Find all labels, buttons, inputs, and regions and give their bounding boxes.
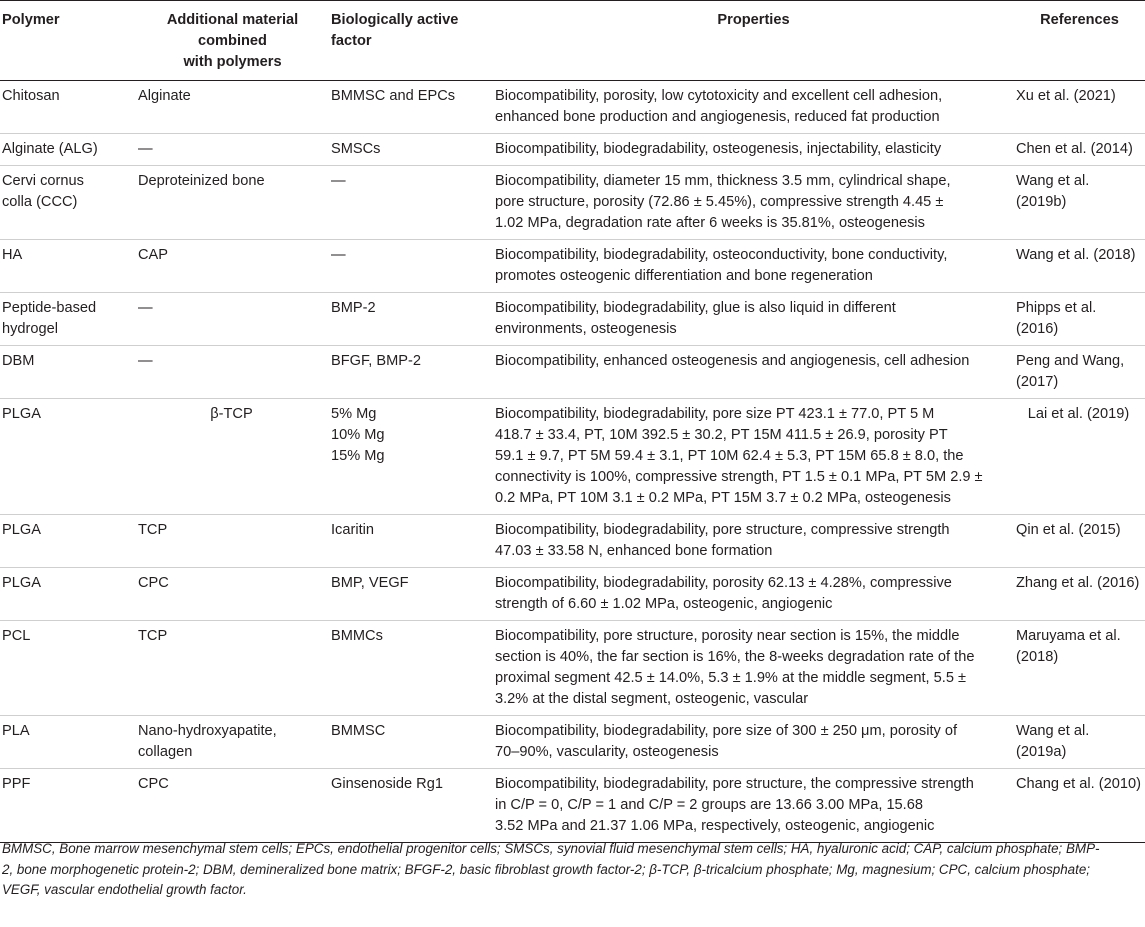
cell-properties-line: proximal segment 42.5 ± 14.0%, 5.3 ± 1.9% at the middle segment, 5.5 ± [495,670,967,686]
table-row [0,166,1145,240]
cell-biological-factor [329,240,493,293]
cell-properties-line: 70–90%, vascularity, osteogenesis [495,744,719,760]
cell-biological-factor-line: Icaritin [331,522,374,538]
footnote-line: BMMSC, Bone marrow mesenchymal stem cells; EPCs, endothelial progenitor cells; SMSCs, synovial fluid mesenchymal stem cells; HA, hyaluronic acid; CAP, calcium phosphate; BMP- [2,841,1100,856]
table-row [0,293,1145,346]
cell-reference-line: Phipps et al. (2016) [1016,300,1097,337]
cell-reference-line: Zhang et al. (2016) [1016,575,1140,591]
cell-properties-line: Biocompatibility, biodegradability, pore structure, compressive strength [495,522,950,538]
cell-reference [1014,293,1145,346]
cell-polymer-line: PLGA [2,522,41,538]
cell-polymer [0,515,136,568]
cell-polymer-line: hydrogel [2,321,58,337]
cell-properties-line: Biocompatibility, enhanced osteogenesis and angiogenesis, cell adhesion [495,353,970,369]
table-body [0,81,1145,843]
cell-polymer-line: Chitosan [2,88,60,104]
cell-properties [493,293,1014,346]
cell-polymer [0,399,136,515]
cell-polymer-line: Alginate (ALG) [2,141,98,157]
cell-biological-factor [329,568,493,621]
cell-reference [1014,134,1145,166]
cell-properties [493,166,1014,240]
cell-additional-material-line: TCP [138,522,168,538]
cell-additional-material-line: CAP [138,247,169,263]
cell-additional-material [136,346,329,399]
cell-reference [1014,716,1145,769]
cell-properties [493,769,1014,843]
cell-additional-material [136,399,329,515]
cell-properties-line: 59.1 ± 9.7, PT 5M 59.4 ± 3.1, PT 10M 62.4 ± 5.3, PT 15M 65.8 ± 8.0, the [495,448,964,464]
cell-additional-material [136,134,329,166]
cell-polymer-line: HA [2,247,23,263]
cell-reference [1014,515,1145,568]
cell-properties [493,81,1014,134]
cell-properties-line: 0.2 MPa, PT 10M 3.1 ± 0.2 MPa, PT 15M 3.7 ± 0.2 MPa, osteogenesis [495,490,951,506]
cell-properties-line: 3.2% at the distal segment, osteogenic, vascular [495,691,809,707]
cell-polymer [0,716,136,769]
footnote-line: VEGF, vascular endothelial growth factor. [2,882,247,897]
cell-additional-material-line: TCP [138,628,168,644]
header-references: References [1014,1,1145,81]
cell-biological-factor-line: Ginsenoside Rg1 [331,776,443,792]
cell-reference-line: Peng and Wang, [1016,353,1125,369]
cell-polymer [0,568,136,621]
cell-reference-line: Chang et al. (2010) [1016,776,1141,792]
cell-biological-factor-line: BMMSC and EPCs [331,88,456,104]
cell-properties-line: Biocompatibility, biodegradability, porosity 62.13 ± 4.28%, compressive [495,575,952,591]
cell-additional-material-line: — [138,141,153,157]
cell-properties-line: connectivity is 100%, compressive strength, PT 1.5 ± 0.1 MPa, PT 5M 2.9 ± [495,469,983,485]
cell-biological-factor [329,716,493,769]
table-footnote [2,839,1142,901]
header-additional-material: Additional material combined with polymers [136,1,329,81]
cell-additional-material-line: Alginate [138,88,191,104]
cell-biological-factor-line: BMMCs [331,628,383,644]
cell-additional-material-line: collagen [138,744,193,760]
cell-biological-factor-line: SMSCs [331,141,381,157]
cell-properties-line: Biocompatibility, diameter 15 mm, thickness 3.5 mm, cylindrical shape, [495,173,951,189]
cell-additional-material [136,515,329,568]
cell-properties-line: Biocompatibility, biodegradability, pore size of 300 ± 250 μm, porosity of [495,723,958,739]
cell-polymer-line: PCL [2,628,31,644]
header-polymer: Polymer [0,1,136,81]
cell-reference-line: Lai et al. (2019) [1027,406,1130,422]
cell-polymer-line: PLGA [2,575,41,591]
cell-biological-factor [329,81,493,134]
cell-properties-line: Biocompatibility, biodegradability, osteoconductivity, bone conductivity, [495,247,948,263]
cell-properties-line: enhanced bone production and angiogenesis, reduced fat production [495,109,940,125]
cell-polymer [0,621,136,716]
cell-additional-material [136,621,329,716]
cell-additional-material-line: β-TCP [210,406,253,422]
table-row [0,716,1145,769]
cell-reference-line: Xu et al. (2021) [1016,88,1116,104]
table-row [0,621,1145,716]
cell-polymer [0,134,136,166]
table-header-row [0,1,1145,81]
cell-reference-line: Chen et al. (2014) [1016,141,1133,157]
cell-additional-material-line: CPC [138,575,169,591]
cell-biological-factor-line: — [331,173,346,189]
cell-properties-line: strength of 6.60 ± 1.02 MPa, osteogenic, angiogenic [495,596,833,612]
cell-reference [1014,240,1145,293]
cell-reference [1014,399,1145,515]
cell-reference-line: Wang et al. (2019b) [1016,173,1090,210]
cell-polymer [0,240,136,293]
table-row [0,346,1145,399]
cell-polymer-line: colla (CCC) [2,194,78,210]
cell-reference [1014,346,1145,399]
cell-biological-factor [329,769,493,843]
cell-properties-line: environments, osteogenesis [495,321,677,337]
cell-reference-line: Wang et al. (2018) [1016,247,1136,263]
cell-biological-factor-line: 15% Mg [331,448,385,464]
cell-properties [493,716,1014,769]
cell-polymer [0,293,136,346]
cell-additional-material [136,769,329,843]
cell-reference-line: (2017) [1016,374,1059,390]
cell-polymer [0,346,136,399]
cell-biological-factor [329,293,493,346]
cell-properties-line: Biocompatibility, biodegradability, pore size PT 423.1 ± 77.0, PT 5 M [495,406,935,422]
cell-additional-material [136,716,329,769]
header-properties: Properties [493,1,1014,81]
cell-properties [493,346,1014,399]
cell-additional-material [136,240,329,293]
cell-polymer-line: Cervi cornus [2,173,84,189]
cell-properties [493,568,1014,621]
cell-polymer [0,769,136,843]
cell-properties [493,515,1014,568]
cell-reference-line: (2018) [1016,649,1059,665]
table-row [0,240,1145,293]
cell-properties [493,134,1014,166]
cell-polymer-line: PLA [2,723,30,739]
header-biological-factor: Biologically active factor [329,1,493,81]
cell-reference [1014,81,1145,134]
cell-biological-factor [329,399,493,515]
cell-properties-line: pore structure, porosity (72.86 ± 5.45%), compressive strength 4.45 ± [495,194,944,210]
table-row [0,134,1145,166]
table-row [0,515,1145,568]
cell-properties-line: Biocompatibility, biodegradability, glue is also liquid in different [495,300,896,316]
cell-biological-factor [329,134,493,166]
footnote-line: 2, bone morphogenetic protein-2; DBM, demineralized bone matrix; BFGF-2, basic fibroblast growth factor-2; β-TCP, β-tricalcium phosphate; Mg, magnesium; CPC, calcium phosphate; [2,861,1091,877]
cell-biological-factor [329,346,493,399]
cell-biological-factor-line: 10% Mg [331,427,385,443]
cell-additional-material-line: — [138,300,153,316]
cell-properties-line: 47.03 ± 33.58 N, enhanced bone formation [495,543,773,559]
cell-additional-material [136,81,329,134]
cell-biological-factor-line: BFGF, BMP-2 [331,353,422,369]
cell-polymer [0,81,136,134]
cell-additional-material-line: Deproteinized bone [138,173,265,189]
cell-properties-line: in C/P = 0, C/P = 1 and C/P = 2 groups are 13.66 3.00 MPa, 15.68 [495,797,923,813]
cell-properties-line: promotes osteogenic differentiation and bone regeneration [495,268,873,284]
cell-additional-material-line: CPC [138,776,169,792]
cell-reference [1014,568,1145,621]
cell-reference-line: Maruyama et al. [1016,628,1121,644]
cell-polymer-line: PLGA [2,406,41,422]
cell-biological-factor-line: BMP-2 [331,300,376,316]
cell-reference-line: Qin et al. (2015) [1016,522,1121,538]
cell-properties-line: 1.02 MPa, degradation rate after 6 weeks is 35.81%, osteogenesis [495,215,925,231]
cell-biological-factor [329,515,493,568]
cell-properties-line: Biocompatibility, porosity, low cytotoxicity and excellent cell adhesion, [495,88,943,104]
table-row [0,399,1145,515]
cell-reference [1014,621,1145,716]
cell-polymer-line: Peptide-based [2,300,97,316]
table-row [0,769,1145,843]
cell-properties-line: 418.7 ± 33.4, PT, 10M 392.5 ± 30.2, PT 15M 411.5 ± 26.9, porosity PT [495,427,948,443]
cell-properties [493,621,1014,716]
cell-properties-line: Biocompatibility, pore structure, porosity near section is 15%, the middle [495,628,960,644]
cell-biological-factor-line: 5% Mg [331,406,377,422]
cell-properties-line: section is 40%, the far section is 16%, the 8-weeks degradation rate of the [495,649,975,665]
cell-reference-line: Wang et al. (2019a) [1016,723,1090,760]
cell-properties [493,399,1014,515]
cell-biological-factor [329,166,493,240]
cell-reference [1014,769,1145,843]
cell-properties-line: Biocompatibility, biodegradability, pore structure, the compressive strength [495,776,974,792]
cell-polymer-line: PPF [2,776,31,792]
cell-polymer [0,166,136,240]
cell-polymer-line: DBM [2,353,35,369]
table-row [0,81,1145,134]
cell-properties-line: 3.52 MPa and 21.37 1.06 MPa, respectively, osteogenic, angiogenic [495,818,935,834]
cell-biological-factor [329,621,493,716]
cell-biological-factor-line: — [331,247,346,263]
cell-reference [1014,166,1145,240]
cell-additional-material-line: — [138,353,153,369]
table-row [0,568,1145,621]
cell-biological-factor-line: BMMSC [331,723,386,739]
cell-properties-line: Biocompatibility, biodegradability, osteogenesis, injectability, elasticity [495,141,942,157]
cell-additional-material [136,568,329,621]
cell-additional-material [136,166,329,240]
cell-additional-material [136,293,329,346]
cell-additional-material-line: Nano-hydroxyapatite, [138,723,277,739]
cell-biological-factor-line: BMP, VEGF [331,575,409,591]
cell-properties [493,240,1014,293]
